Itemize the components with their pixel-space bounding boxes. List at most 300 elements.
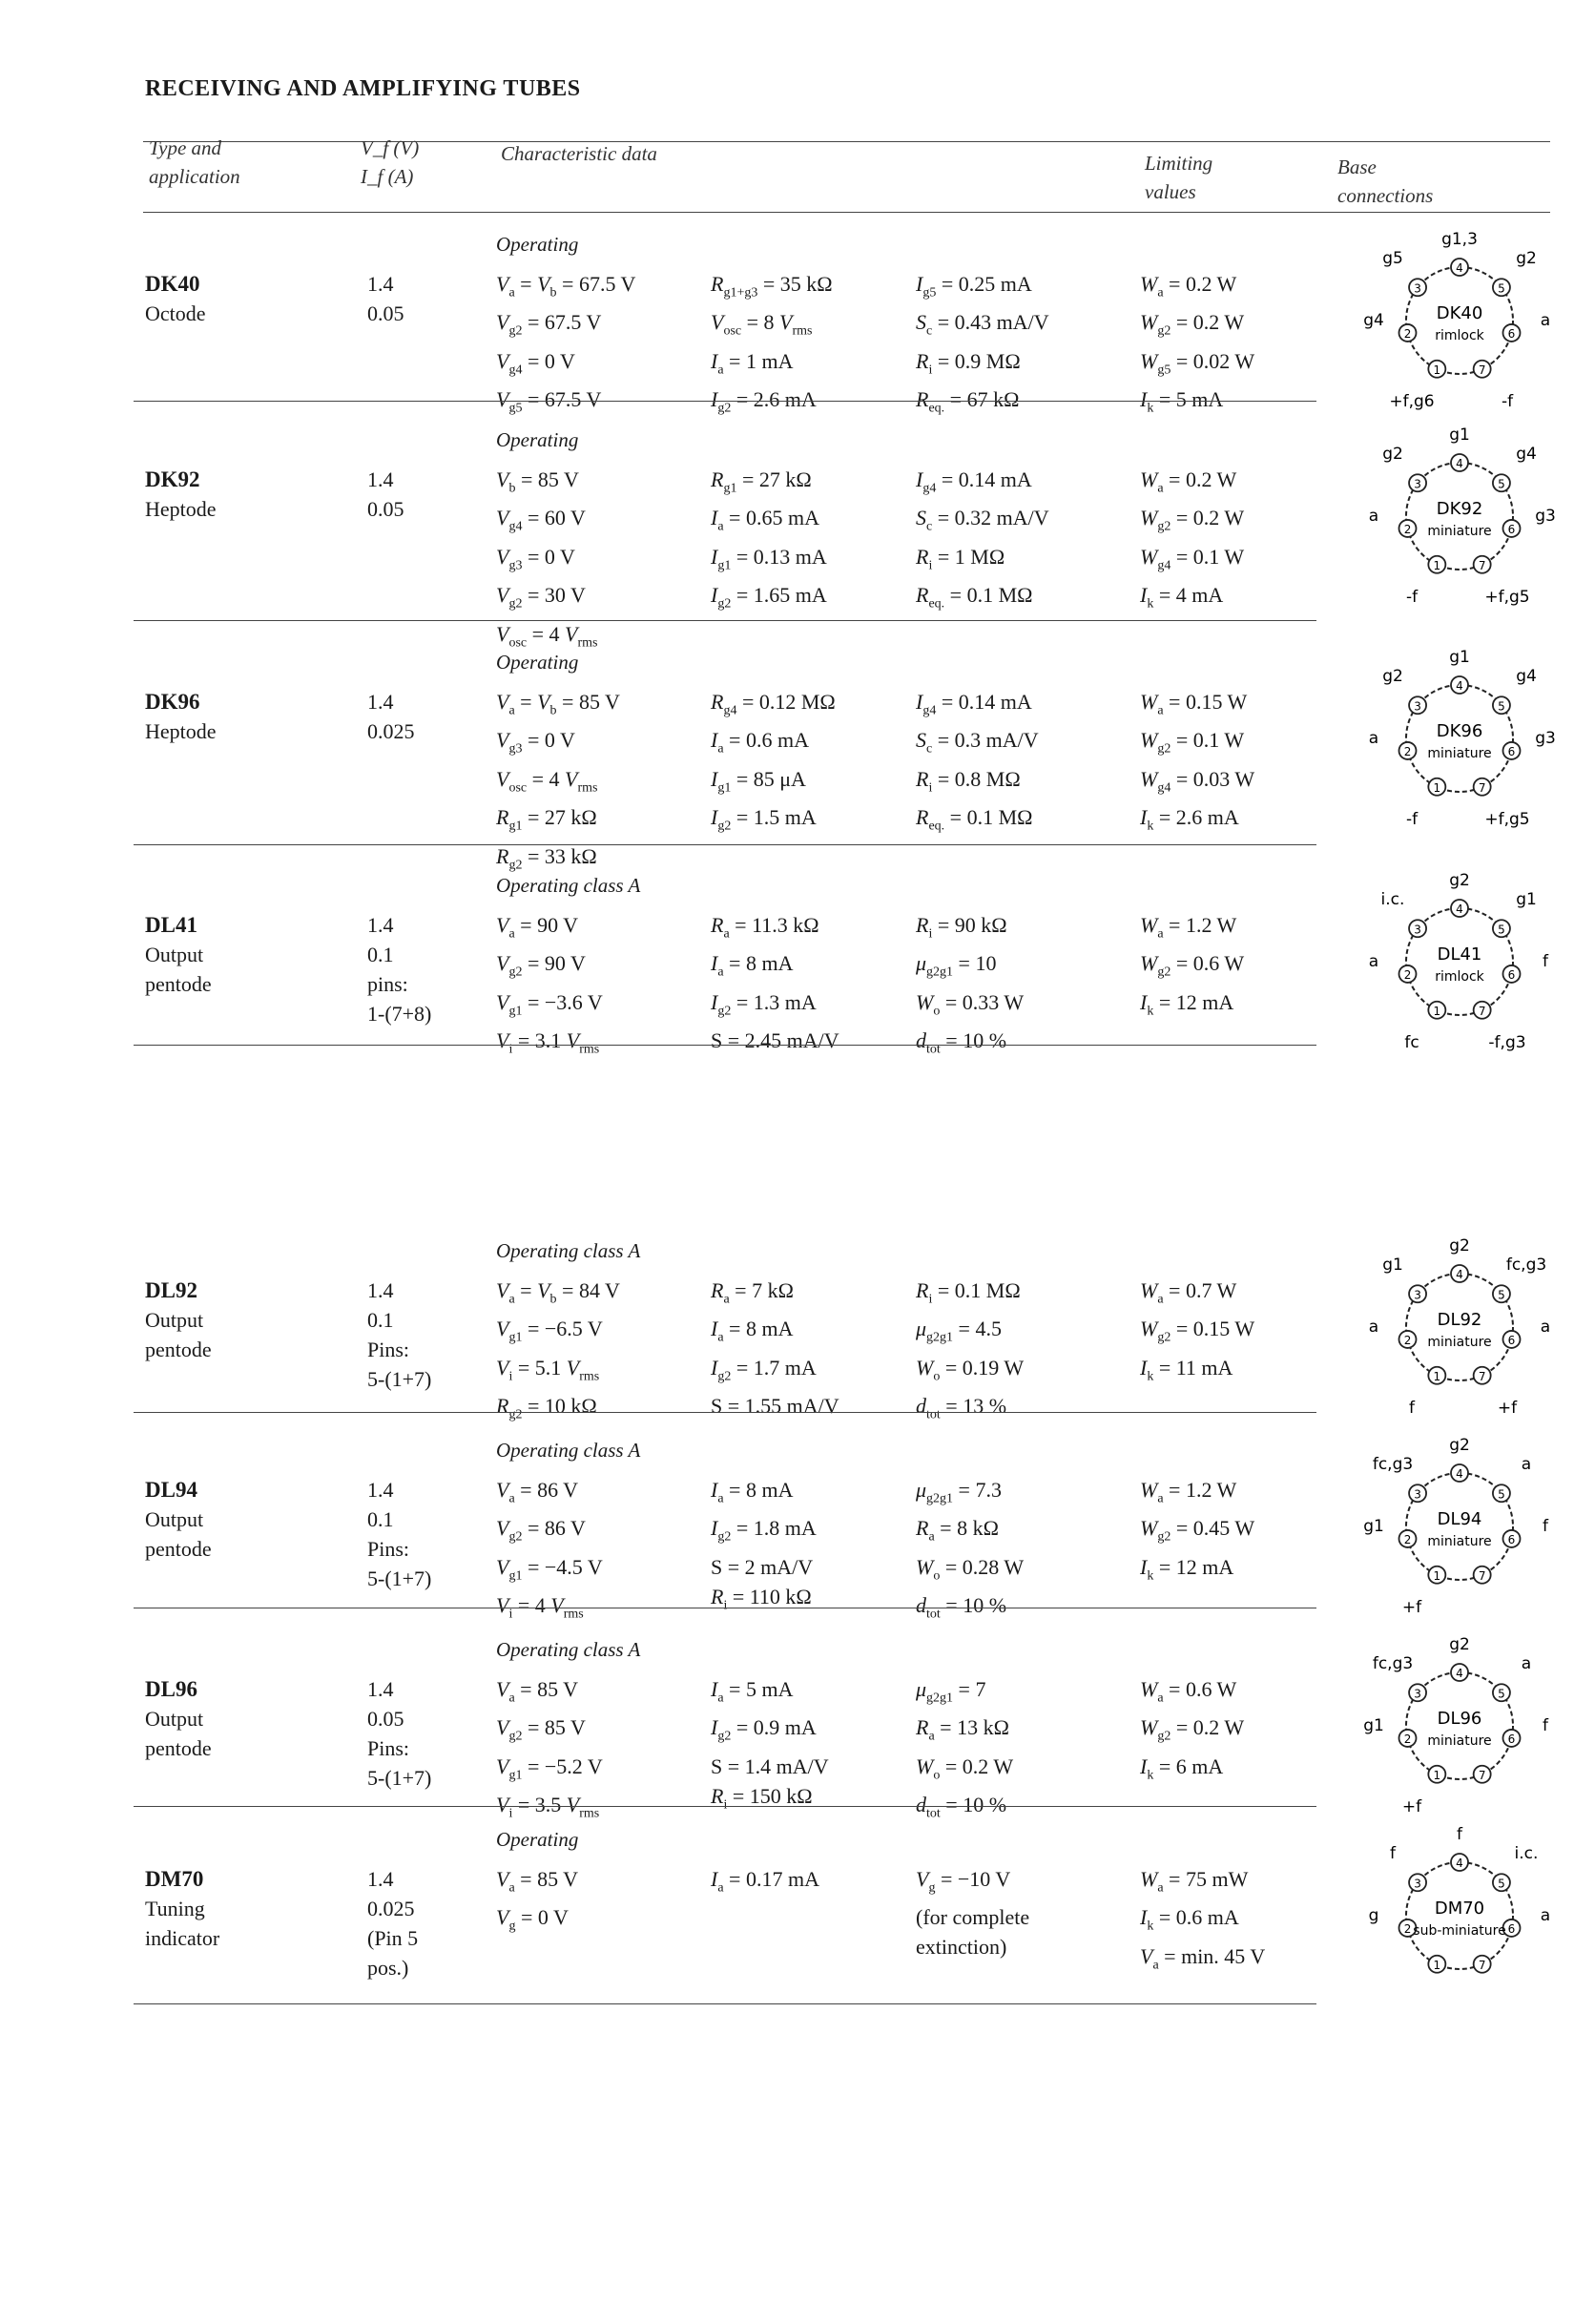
header-type-line2: application [149,165,240,188]
socket-pin-number: 1 [1433,1768,1441,1782]
filament-values-line: (Pin 5 [367,1926,419,1950]
socket-pin-number: 7 [1478,780,1486,795]
characteristic-col-2-line: $I_a = 8$ mA [711,1478,794,1506]
characteristic-col-2-line: $I_{g2} = 1.65$ mA [711,583,827,612]
characteristic-col-2 [711,910,839,1055]
socket-pin-function-label: +f,g5 [1484,588,1530,607]
tube-name-cell [145,465,217,524]
limiting-values-line: $W_{g2} = 0.6$ W [1140,951,1245,980]
tube-application: Heptode [145,497,217,521]
characteristic-col-1-line: $V_{g3} = 0$ V [496,544,575,573]
socket-pin-number: 5 [1498,1687,1505,1701]
characteristic-col-1-line: $V_a = V_b = 85$ V [496,690,620,718]
socket-pin-number: 2 [1403,522,1412,536]
header-limiting-line1: Limiting [1145,152,1213,175]
socket-pin-number: 6 [1507,522,1516,536]
socket-pin-number: 1 [1433,1568,1441,1583]
limiting-values-line: $W_{g4} = 0.1$ W [1140,544,1245,573]
characteristic-col-3 [916,1475,1024,1629]
characteristic-col-2 [711,1276,839,1421]
socket-pin-number: 1 [1433,780,1441,795]
characteristic-col-3-line: $R_a = 13$ kΩ [916,1715,1009,1744]
socket-pin-number: 3 [1414,1487,1421,1502]
characteristic-col-1-line: $V_i = 3.1$ $V_{rms}$ [496,1028,600,1057]
socket-pin-number: 5 [1498,281,1505,296]
characteristic-col-3-line: $R_{eq.} = 0.1$ MΩ [916,583,1033,612]
limiting-values-line: $W_a = 0.2$ W [1140,272,1237,301]
limiting-values-line: $W_{g5} = 0.02$ W [1140,348,1255,378]
characteristic-col-2-line: $R_{g1} = 27$ kΩ [711,467,812,496]
characteristic-col-3-line: $S_c = 0.32$ mA/V [916,506,1049,534]
base-connection-diagram [1355,225,1564,416]
socket-pin-number: 6 [1507,1532,1516,1546]
characteristic-col-2-line: S = 1.4 mA/V [711,1753,829,1778]
characteristic-col-1-line: $V_{g1} = -4.5$ V [496,1554,603,1584]
tube-application: Output [145,1507,204,1531]
socket-pin-number: 1 [1433,1369,1441,1383]
characteristic-col-1-line: $V_i = 3.5$ $V_{rms}$ [496,1793,600,1821]
characteristic-col-3-line: $V_g = -10$ V [916,1867,1011,1896]
characteristic-col-3-line: $d_{tot} = 13$ % [916,1394,1007,1422]
limiting-values-line: $W_{g2} = 0.1$ W [1140,728,1245,757]
characteristic-col-2-line: $I_{g1} = 85$ μA [711,766,806,796]
socket-pin-number: 3 [1414,1687,1421,1701]
socket-sub-label: miniature [1427,1534,1492,1549]
filament-values-line: 0.1 [367,943,394,966]
socket-type-label: DK40 [1436,303,1483,323]
socket-pin-function-label: a [1540,1906,1551,1925]
socket-pin-function-label: a [1368,507,1379,526]
socket-pin-function-label: f [1409,1399,1415,1418]
socket-pin-number: 5 [1498,699,1505,714]
operating-mode-label: Operating class A [496,874,641,897]
tube-name-cell [145,1475,212,1564]
characteristic-col-3 [916,465,1049,619]
tube-application: indicator [145,1926,220,1950]
socket-pin-number: 6 [1507,1921,1516,1936]
tube-application: Heptode [145,719,217,743]
limiting-values-line: $W_{g2} = 0.2$ W [1140,310,1245,339]
socket-pin-function-label: -f,g3 [1488,1033,1526,1052]
socket-pin-number: 6 [1507,326,1516,341]
tube-application: Octode [145,301,206,325]
tube-name: DL96 [145,1677,197,1701]
socket-pin-number: 7 [1478,1369,1486,1383]
characteristic-col-2-line: $I_{g2} = 2.6$ mA [711,387,817,416]
socket-sub-label: rimlock [1435,969,1484,985]
socket-pin-number: 2 [1403,1921,1412,1936]
filament-values-line: 0.1 [367,1308,394,1332]
characteristic-col-3-line: $d_{tot} = 10$ % [916,1793,1007,1821]
limiting-values [1140,910,1244,1026]
socket-pin-function-label: g1,3 [1441,230,1478,249]
base-connection-diagram [1355,421,1564,612]
socket-sub-label: miniature [1427,1733,1492,1749]
characteristic-col-2 [711,1864,819,1902]
limiting-values-line: $I_k = 6$ mA [1140,1753,1224,1783]
limiting-values-line: $W_{g4} = 0.03$ W [1140,766,1255,796]
limiting-values-line: $I_k = 12$ mA [1140,1554,1234,1584]
filament-values-line: 1-(7+8) [367,1002,432,1026]
characteristic-col-1-line: $V_{osc} = 4$ $V_{rms}$ [496,766,598,796]
limiting-values-line: $W_a = 0.15$ W [1140,690,1248,718]
socket-pin-number: 4 [1456,261,1463,275]
limiting-values-line: $W_{g2} = 0.2$ W [1140,506,1245,534]
socket-pin-function-label: g2 [1516,249,1537,268]
filament-values-line: pins: [367,972,408,996]
socket-pin-number: 6 [1507,744,1516,758]
characteristic-col-2-line: $I_{g2} = 1.8$ mA [711,1516,817,1545]
characteristic-col-3-line: $R_i = 0.1$ MΩ [916,1278,1021,1307]
characteristic-col-1 [496,910,603,1065]
characteristic-col-2-line: $I_{g2} = 1.7$ mA [711,1355,817,1384]
characteristic-col-2-line: $I_a = 0.65$ mA [711,506,819,534]
socket-pin-function-label: g3 [1535,729,1556,748]
characteristic-col-3 [916,910,1024,1065]
characteristic-col-2-line: $R_{g4} = 0.12$ MΩ [711,690,836,718]
filament-values-line: 0.05 [367,497,404,521]
socket-pin-number: 4 [1456,1268,1463,1281]
header-bottom-rule [143,212,1550,213]
socket-pin-function-label: -f [1405,810,1419,829]
characteristic-col-1-line: $V_{g3} = 0$ V [496,728,575,757]
socket-pin-function-label: g2 [1449,1436,1470,1455]
characteristic-col-1-line: $V_a = 86$ V [496,1478,579,1506]
tube-name-cell [145,269,206,328]
tube-name-cell [145,1276,212,1364]
filament-values-line: 5-(1+7) [367,1766,432,1790]
characteristic-col-1-line: $V_{osc} = 4$ $V_{rms}$ [496,621,598,650]
row-divider [134,844,1316,845]
operating-mode-label: Operating class A [496,1439,641,1462]
filament-values-line: 1.4 [367,690,394,714]
header-characteristic: Characteristic data [501,142,657,165]
characteristic-col-3-line: $I_{g5} = 0.25$ mA [916,272,1032,301]
socket-sub-label: miniature [1427,1335,1492,1350]
socket-pin-function-label: g [1368,1906,1379,1925]
tube-application: Output [145,1707,204,1731]
row-divider [134,2003,1316,2004]
filament-values [367,269,404,328]
socket-pin-function-label: a [1368,1318,1379,1337]
socket-pin-number: 2 [1403,1333,1412,1347]
header-base-line2: connections [1337,184,1434,207]
header-vf-if [361,134,419,191]
characteristic-col-3-line: extinction) [916,1935,1007,1960]
limiting-values-line: $I_k = 4$ mA [1140,583,1224,612]
base-connection-diagram [1355,1431,1564,1622]
socket-pin-function-label: +f,g6 [1389,392,1435,411]
characteristic-col-3-line: $W_o = 0.2$ W [916,1753,1014,1783]
socket-pin-function-label: a [1368,952,1379,971]
socket-pin-number: 7 [1478,1768,1486,1782]
filament-values [367,1864,418,1982]
row-divider [134,1045,1316,1046]
characteristic-col-1-line: $V_{g2} = 30$ V [496,583,586,612]
characteristic-col-1-line: $V_b = 85$ V [496,467,579,496]
characteristic-col-1-line: $V_{g2} = 67.5$ V [496,310,602,339]
socket-pin-function-label: i.c. [1380,890,1405,909]
filament-values-line: Pins: [367,1338,410,1361]
socket-type-label: DK92 [1436,499,1483,519]
limiting-values-line: $W_a = 1.2$ W [1140,1478,1237,1506]
socket-pin-function-label: g1 [1449,425,1470,445]
characteristic-col-3-line: $W_o = 0.28$ W [916,1554,1025,1584]
tube-name: DK92 [145,467,200,491]
socket-pin-number: 4 [1456,679,1463,693]
socket-pin-number: 5 [1498,477,1505,491]
limiting-values-line: $W_{g2} = 0.45$ W [1140,1516,1255,1545]
filament-values-line: 0.05 [367,301,404,325]
socket-pin-function-label: g1 [1382,1255,1403,1275]
characteristic-col-1-line: $V_{g2} = 85$ V [496,1715,586,1744]
socket-pin-function-label: g2 [1382,445,1403,464]
characteristic-col-3-line: $R_i = 0.8$ MΩ [916,766,1021,796]
socket-pin-number: 4 [1456,1667,1463,1680]
socket-pin-number: 3 [1414,281,1421,296]
header-type-line1: Type and [149,136,222,159]
characteristic-col-2-line: $I_a = 8$ mA [711,951,794,980]
socket-pin-number: 4 [1456,903,1463,916]
characteristic-col-3-line: $I_{g4} = 0.14$ mA [916,690,1032,718]
socket-pin-number: 5 [1498,1487,1505,1502]
socket-pin-number: 2 [1403,1732,1412,1746]
characteristic-col-2-line: $R_a = 11.3$ kΩ [711,913,819,942]
characteristic-col-3 [916,687,1039,841]
characteristic-col-2-line: $I_a = 5$ mA [711,1677,794,1706]
socket-pin-function-label: g1 [1363,1517,1384,1536]
limiting-values-line: $W_a = 0.6$ W [1140,1677,1237,1706]
socket-pin-number: 1 [1433,1958,1441,1972]
socket-pin-number: 7 [1478,363,1486,377]
characteristic-col-3-line: (for complete [916,1905,1030,1930]
row-divider [134,1806,1316,1807]
socket-pin-function-label: f [1543,1517,1548,1536]
socket-pin-number: 6 [1507,1333,1516,1347]
limiting-values [1140,1475,1254,1590]
characteristic-col-3-line: $W_o = 0.19$ W [916,1355,1025,1384]
limiting-values-line: $I_k = 11$ mA [1140,1355,1233,1384]
characteristic-col-1-line: $V_{g4} = 0$ V [496,348,575,378]
limiting-values [1140,1864,1265,1980]
tube-name-cell [145,910,212,999]
header-base-line1: Base [1337,156,1377,178]
filament-values-line: 0.05 [367,1707,404,1731]
socket-pin-number: 2 [1403,744,1412,758]
socket-pin-number: 7 [1478,1568,1486,1583]
header-if: I_f (A) [361,165,414,188]
socket-sub-label: miniature [1427,524,1492,539]
characteristic-col-1-line: $V_{g1} = -3.6$ V [496,989,603,1019]
socket-sub-label: miniature [1427,746,1492,761]
characteristic-col-1 [496,465,598,657]
header-limiting-line2: values [1145,180,1196,203]
characteristic-col-2-line: $V_{osc} = 8$ $V_{rms}$ [711,310,813,339]
socket-pin-number: 4 [1456,457,1463,470]
characteristic-col-1-line: $V_a = 90$ V [496,913,579,942]
tube-application: Output [145,1308,204,1332]
characteristic-col-1-line: $R_{g2} = 33$ kΩ [496,843,597,872]
characteristic-col-3-line: $W_o = 0.33$ W [916,989,1025,1019]
socket-pin-number: 3 [1414,699,1421,714]
characteristic-col-1-line: $V_{g1} = -5.2$ V [496,1753,603,1783]
characteristic-col-3-line: $S_c = 0.3$ mA/V [916,728,1039,757]
socket-pin-function-label: g2 [1449,1635,1470,1654]
socket-pin-function-label: f [1543,952,1548,971]
tube-name: DL94 [145,1478,197,1502]
socket-pin-function-label: a [1521,1654,1532,1673]
tube-name: DK96 [145,690,200,714]
filament-values-line: 5-(1+7) [367,1367,432,1391]
filament-values-line: pos.) [367,1956,409,1980]
limiting-values-line: $I_k = 12$ mA [1140,989,1234,1019]
limiting-values [1140,687,1254,841]
characteristic-col-1-line: $V_a = 85$ V [496,1867,579,1896]
tube-application: pentode [145,1537,212,1561]
socket-pin-function-label: g2 [1449,871,1470,890]
characteristic-col-2-line: $I_a = 0.6$ mA [711,728,809,757]
socket-type-label: DL41 [1437,944,1482,965]
socket-pin-function-label: a [1540,1318,1551,1337]
operating-mode-label: Operating class A [496,1239,641,1262]
filament-values-line: 1.4 [367,467,394,491]
header-vf: V_f (V) [361,136,420,159]
characteristic-col-1-line: $V_i = 5.1$ $V_{rms}$ [496,1355,600,1384]
filament-values-line: Pins: [367,1537,410,1561]
header-limiting [1145,149,1212,206]
limiting-values-line: $W_{g2} = 0.2$ W [1140,1715,1245,1744]
socket-pin-function-label: fc,g3 [1505,1255,1547,1275]
socket-pin-number: 6 [1507,1732,1516,1746]
base-connection-diagram [1355,1630,1564,1821]
limiting-values [1140,465,1244,619]
header-top-rule [143,141,1550,142]
characteristic-col-2-line: $I_{g2} = 1.3$ mA [711,989,817,1019]
characteristic-col-3-line: $R_i = 0.9$ MΩ [916,348,1021,378]
limiting-values-line: $W_a = 0.7$ W [1140,1278,1237,1307]
characteristic-col-1 [496,1276,620,1430]
characteristic-col-1-line: $R_{g2} = 10$ kΩ [496,1394,597,1422]
socket-pin-number: 3 [1414,477,1421,491]
characteristic-col-2 [711,687,836,841]
socket-pin-number: 7 [1478,1004,1486,1018]
filament-values-line: 1.4 [367,272,394,296]
socket-type-label: DM70 [1434,1899,1485,1919]
socket-pin-function-label: -f [1405,588,1419,607]
socket-pin-function-label: a [1540,311,1551,330]
characteristic-col-2-line: $I_{g2} = 1.5$ mA [711,805,817,834]
socket-pin-function-label: i.c. [1514,1844,1539,1863]
operating-mode-label: Operating [496,1828,579,1851]
characteristic-col-2-line: $I_a = 0.17$ mA [711,1867,819,1896]
limiting-values-line: $I_k = 5$ mA [1140,387,1224,416]
characteristic-col-2 [711,1475,817,1620]
filament-values [367,1674,431,1793]
characteristic-col-3-line: $R_{eq.} = 0.1$ MΩ [916,805,1033,834]
socket-pin-function-label: +f [1401,1797,1422,1816]
characteristic-col-3-line: $d_{tot} = 10$ % [916,1028,1007,1057]
limiting-values-line: $W_a = 0.2$ W [1140,467,1237,496]
tube-name-cell [145,1864,219,1953]
operating-mode-label: Operating [496,233,579,256]
characteristic-col-2-line: $R_i = 150$ kΩ [711,1783,813,1813]
socket-pin-number: 3 [1414,1877,1421,1891]
characteristic-col-2-line: $I_a = 1$ mA [711,348,794,378]
filament-values [367,910,431,1028]
characteristic-col-3-line: $\mu_{g2g1} = 7.3$ [916,1478,1002,1506]
limiting-values-line: $W_a = 75$ mW [1140,1867,1249,1896]
operating-mode-label: Operating class A [496,1638,641,1661]
characteristic-col-1-line: $V_g = 0$ V [496,1905,569,1934]
header-type [149,134,240,191]
limiting-values-line: $I_k = 0.6$ mA [1140,1905,1239,1934]
socket-pin-number: 1 [1433,363,1441,377]
socket-pin-number: 5 [1498,1288,1505,1302]
socket-pin-function-label: f [1457,1825,1462,1844]
characteristic-col-1-line: $V_a = 85$ V [496,1677,579,1706]
filament-values-line: 5-(1+7) [367,1567,432,1590]
socket-pin-number: 5 [1498,923,1505,937]
tube-application: Output [145,943,204,966]
socket-pin-function-label: +f,g5 [1484,810,1530,829]
row-divider [134,620,1316,621]
base-connection-diagram [1355,866,1564,1057]
socket-pin-function-label: g2 [1449,1236,1470,1255]
characteristic-col-3-line: $d_{tot} = 10$ % [916,1593,1007,1622]
socket-pin-number: 6 [1507,967,1516,982]
limiting-values [1140,1674,1244,1790]
characteristic-col-2-line: $I_a = 8$ mA [711,1317,794,1345]
filament-values [367,1276,431,1394]
characteristic-col-3-line: $R_a = 8$ kΩ [916,1516,999,1545]
characteristic-col-1 [496,1864,578,1941]
characteristic-col-1-line: $V_a = V_b = 84$ V [496,1278,620,1307]
tube-application: pentode [145,972,212,996]
tube-name-cell [145,1674,212,1763]
socket-pin-number: 1 [1433,558,1441,572]
characteristic-col-2-line: $R_a = 7$ kΩ [711,1278,794,1307]
characteristic-col-2-line: S = 1.55 mA/V [711,1394,839,1419]
socket-type-label: DL92 [1437,1310,1482,1330]
socket-pin-function-label: g3 [1535,507,1556,526]
characteristic-col-1-line: $V_i = 4$ $V_{rms}$ [496,1593,584,1622]
tube-name: DM70 [145,1867,204,1891]
filament-values-line: 0.1 [367,1507,394,1531]
characteristic-col-1-line: $R_{g1} = 27$ kΩ [496,805,597,834]
characteristic-col-1-line: $V_a = V_b = 67.5$ V [496,272,636,301]
page-title: RECEIVING AND AMPLIFYING TUBES [145,76,581,101]
characteristic-col-3-line: $\mu_{g2g1} = 4.5$ [916,1317,1002,1345]
characteristic-col-2-line: S = 2.45 mA/V [711,1028,839,1053]
characteristic-col-1-line: $V_{g1} = -6.5$ V [496,1317,603,1345]
socket-pin-number: 4 [1456,1857,1463,1870]
characteristic-col-3-line: $R_i = 1$ MΩ [916,544,1005,573]
limiting-values-line: $I_k = 2.6$ mA [1140,805,1239,834]
socket-pin-number: 2 [1403,967,1412,982]
tube-name: DL92 [145,1278,197,1302]
socket-pin-function-label: g4 [1363,311,1384,330]
filament-values-line: 1.4 [367,913,394,937]
base-connection-diagram [1355,643,1564,834]
socket-pin-function-label: g4 [1516,445,1537,464]
socket-pin-function-label: fc,g3 [1372,1455,1414,1474]
tube-name-cell [145,687,217,746]
tube-name: DK40 [145,272,200,296]
socket-pin-function-label: fc [1404,1033,1419,1052]
socket-sub-label: rimlock [1435,328,1484,343]
filament-values [367,1475,431,1593]
socket-pin-number: 4 [1456,1467,1463,1481]
